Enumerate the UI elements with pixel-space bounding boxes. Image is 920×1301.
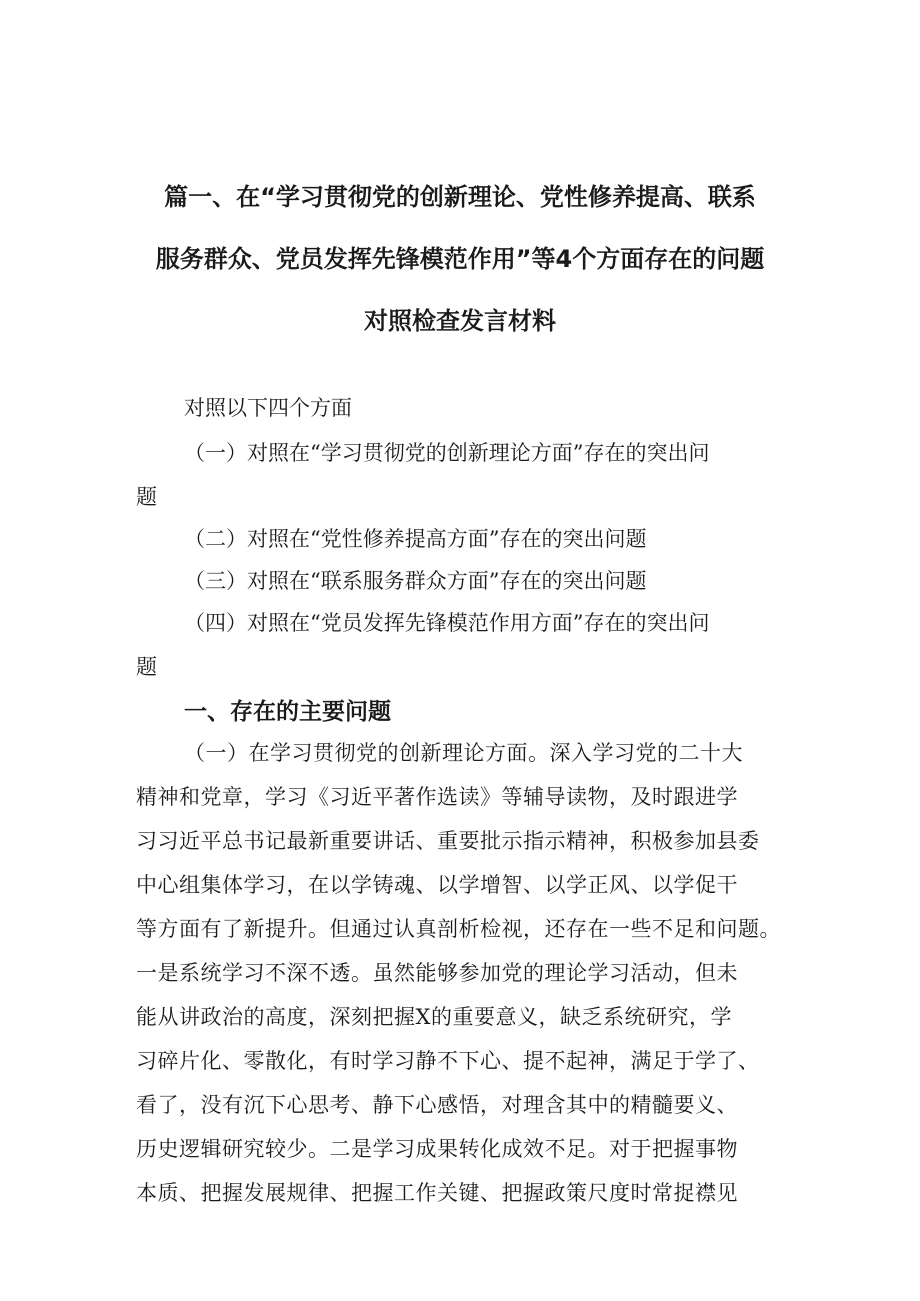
- aspect-2: （二）对照在“党性修养提高方面”存在的突出问题: [184, 527, 647, 551]
- paragraph-line-5: 等方面有了新提升。但通过认真剖析检视，还存在一些不足和问题。: [136, 917, 781, 941]
- paragraph-line-9: 看了，没有沉下心思考、静下心感悟，对理含其中的精髓要义、: [136, 1093, 738, 1117]
- paragraph-line-10: 历史逻辑研究较少。二是学习成果转化成效不足。对于把握事物: [136, 1137, 738, 1161]
- paragraph-line-11: 本质、把握发展规律、把握工作关键、把握政策尺度时常捉襟见: [136, 1181, 738, 1205]
- paragraph-line-3: 习习近平总书记最新重要讲话、重要批示指示精神，积极参加县委: [136, 829, 760, 853]
- section-heading: 一、存在的主要问题: [184, 699, 391, 725]
- aspect-4-line-2: 题: [136, 655, 157, 679]
- paragraph-line-6: 一是系统学习不深不透。虽然能够参加党的理论学习活动，但未: [136, 961, 738, 985]
- title-line-2: 服务群众、党员发挥先锋模范作用”等4个方面存在的问题: [155, 245, 765, 273]
- paragraph-line-2: 精神和党章，学习《习近平著作选读》等辅导读物，及时跟进学: [136, 785, 738, 809]
- title-line-3: 对照检查发言材料: [364, 307, 556, 335]
- title-line-1: 篇一、在“学习贯彻党的创新理论、党性修养提高、联系: [164, 183, 756, 211]
- aspect-1-line-2: 题: [136, 485, 157, 509]
- paragraph-line-7: 能从讲政治的高度，深刻把握X的重要意义，缺乏系统研究，学: [136, 1005, 732, 1029]
- intro-text: 对照以下四个方面: [184, 396, 352, 420]
- aspect-3: （三）对照在“联系服务群众方面”存在的突出问题: [184, 569, 647, 593]
- document-title: [120, 166, 800, 352]
- paragraph-line-1: （一）在学习贯彻党的创新理论方面。深入学习党的二十大: [184, 741, 743, 765]
- paragraph-line-4: 中心组集体学习，在以学铸魂、以学增智、以学正风、以学促干: [136, 873, 738, 897]
- paragraph-line-8: 习碎片化、零散化，有时学习静不下心、提不起神，满足于学了、: [136, 1049, 760, 1073]
- aspect-4-line-1: （四）对照在“党员发挥先锋模范作用方面”存在的突出问: [184, 611, 710, 635]
- aspect-1-line-1: （一）对照在“学习贯彻党的创新理论方面”存在的突出问: [184, 441, 710, 465]
